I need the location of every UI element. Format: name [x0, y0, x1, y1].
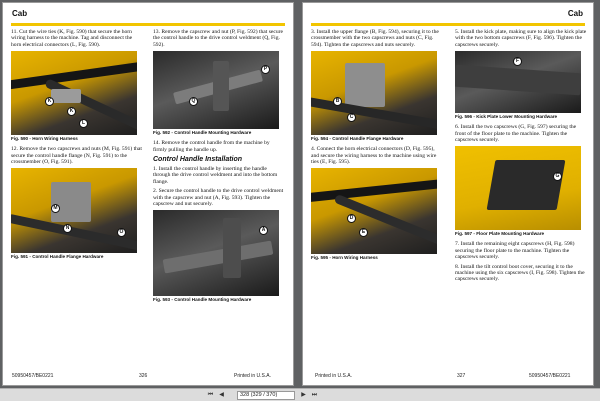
callout-e: E	[359, 228, 368, 237]
callout-d: D	[347, 214, 356, 223]
install-step-2: 2. Secure the control handle to the drive control weldment with the capscrew and nut (A, Fig. 593). Tighten the capscrew and nut securely.	[153, 188, 284, 208]
callout-b: B	[333, 97, 342, 106]
prev-page-icon[interactable]: ◀	[219, 392, 224, 398]
document-page-left	[2, 2, 294, 386]
header-rule	[311, 23, 585, 26]
figure-591-photo	[11, 168, 137, 253]
figure-595-caption: Fig. 595 - Horn Wiring Harness	[311, 255, 378, 261]
left-column-1	[11, 29, 143, 264]
figure-597-caption: Fig. 597 - Floor Plate Mounting Hardware	[455, 231, 545, 237]
callout-k-2: K	[67, 107, 76, 116]
install-step-1: 1. Install the control handle by inserting the handle through the drive control weldment and into the bottom flange.	[153, 166, 278, 185]
step-4: 4. Connect the horn electrical connectors (D, Fig. 595), and secure the wiring harness to the machine using wire ties (E, Fig. 595).	[311, 146, 437, 166]
callout-p: P	[261, 65, 270, 74]
section-title: Cab	[567, 9, 583, 18]
callout-f: F	[513, 57, 522, 66]
step-6: 6. Install the two capscrews (G, Fig. 597) securing the front of the floor plate to the machine. Tighten the capscrews securely.	[455, 124, 577, 144]
next-page-icon[interactable]: ▶	[301, 392, 306, 398]
page-number-input[interactable]: 328 (329 / 370)	[237, 391, 295, 400]
step-12: 12. Remove the two capscrews and nuts (M, Fig. 591) that secure the control handle flange (N, Fig. 591) to the crossmember (O, Fig. 591).	[11, 146, 142, 166]
footer-page-number: 326	[139, 373, 148, 379]
footer-doc-number: 50950457/BE0221	[12, 373, 54, 379]
callout-l: L	[79, 119, 88, 128]
step-7: 7. Install the remaining eight capscrews (H, Fig. 598) securing the floor plate to the machine. Tighten the capscrews securely.	[455, 241, 575, 261]
header-rule	[11, 23, 285, 26]
step-3: 3. Install the upper flange (B, Fig. 594), securing it to the crossmember with the two capscrews and nuts (C, Fig. 594). Tighten the capscrews and nuts securely.	[311, 29, 439, 48]
callout-m: M	[51, 204, 60, 213]
figure-596-photo	[455, 51, 581, 113]
figure-593-caption: Fig. 593 - Control Handle Mounting Hardware	[153, 297, 252, 303]
figure-597-photo	[455, 146, 581, 230]
figure-593-photo	[153, 210, 279, 296]
callout-k-1: K	[45, 97, 54, 106]
footer-printed: Printed in U.S.A.	[234, 373, 271, 379]
footer-page-number: 327	[457, 373, 466, 379]
callout-o: O	[117, 228, 126, 237]
step-11: 11. Cut the wire ties (K, Fig. 590) that secure the horn wiring harness to the machine. Tag and disconnect the horn electrical connectors (L, Fig. 590).	[11, 29, 133, 48]
figure-590-photo	[11, 51, 137, 135]
step-14: 14. Remove the control handle from the machine by firmly pulling the handle up.	[153, 140, 270, 153]
footer-printed: Printed in U.S.A.	[315, 373, 352, 379]
step-13: 13. Remove the capscrew and nut (P, Fig. 592) that secure the control handle to the drive control weldment (Q, Fig. 592).	[153, 29, 284, 48]
figure-595-photo	[311, 168, 437, 254]
viewer-toolbar	[0, 388, 600, 401]
figure-590-caption: Fig. 590 - Horn Wiring Harness	[11, 136, 78, 142]
figure-594-caption: Fig. 594 - Control Handle Flange Hardware	[311, 136, 404, 142]
subsection-heading: Control Handle Installation	[153, 156, 243, 164]
step-8: 8. Install the tilt control boot cover, securing it to the machine using the six capscrews (I, Fig. 598). Tighten the capscrews securely.	[455, 263, 585, 283]
figure-594-photo	[311, 51, 437, 135]
figure-592-caption: Fig. 592 - Control Handle Mounting Hardware	[153, 130, 252, 136]
last-page-icon[interactable]: ⏭	[311, 392, 318, 398]
section-title: Cab	[12, 9, 28, 18]
callout-g: G	[553, 172, 562, 181]
footer-doc-number: 50950457/BE0221	[529, 373, 571, 379]
callout-a: A	[259, 226, 268, 235]
callout-c: C	[347, 113, 356, 122]
left-column-2	[153, 29, 285, 307]
step-5: 5. Install the kick plate, making sure to align the kick plate with the two bottom capscrews (F, Fig. 596). Tighten the capscrews securely.	[455, 29, 587, 48]
right-column-2	[455, 29, 587, 286]
figure-592-photo	[153, 51, 279, 129]
figure-596-caption: Fig. 596 - Kick Plate Lower Mounting Hardware	[455, 114, 558, 120]
callout-n: N	[63, 224, 72, 233]
figure-591-caption: Fig. 591 - Control Handle Flange Hardware	[11, 254, 104, 260]
right-column-1	[311, 29, 443, 265]
document-page-right	[302, 2, 594, 386]
callout-q: Q	[189, 97, 198, 106]
first-page-icon[interactable]: ⏮	[207, 392, 214, 398]
